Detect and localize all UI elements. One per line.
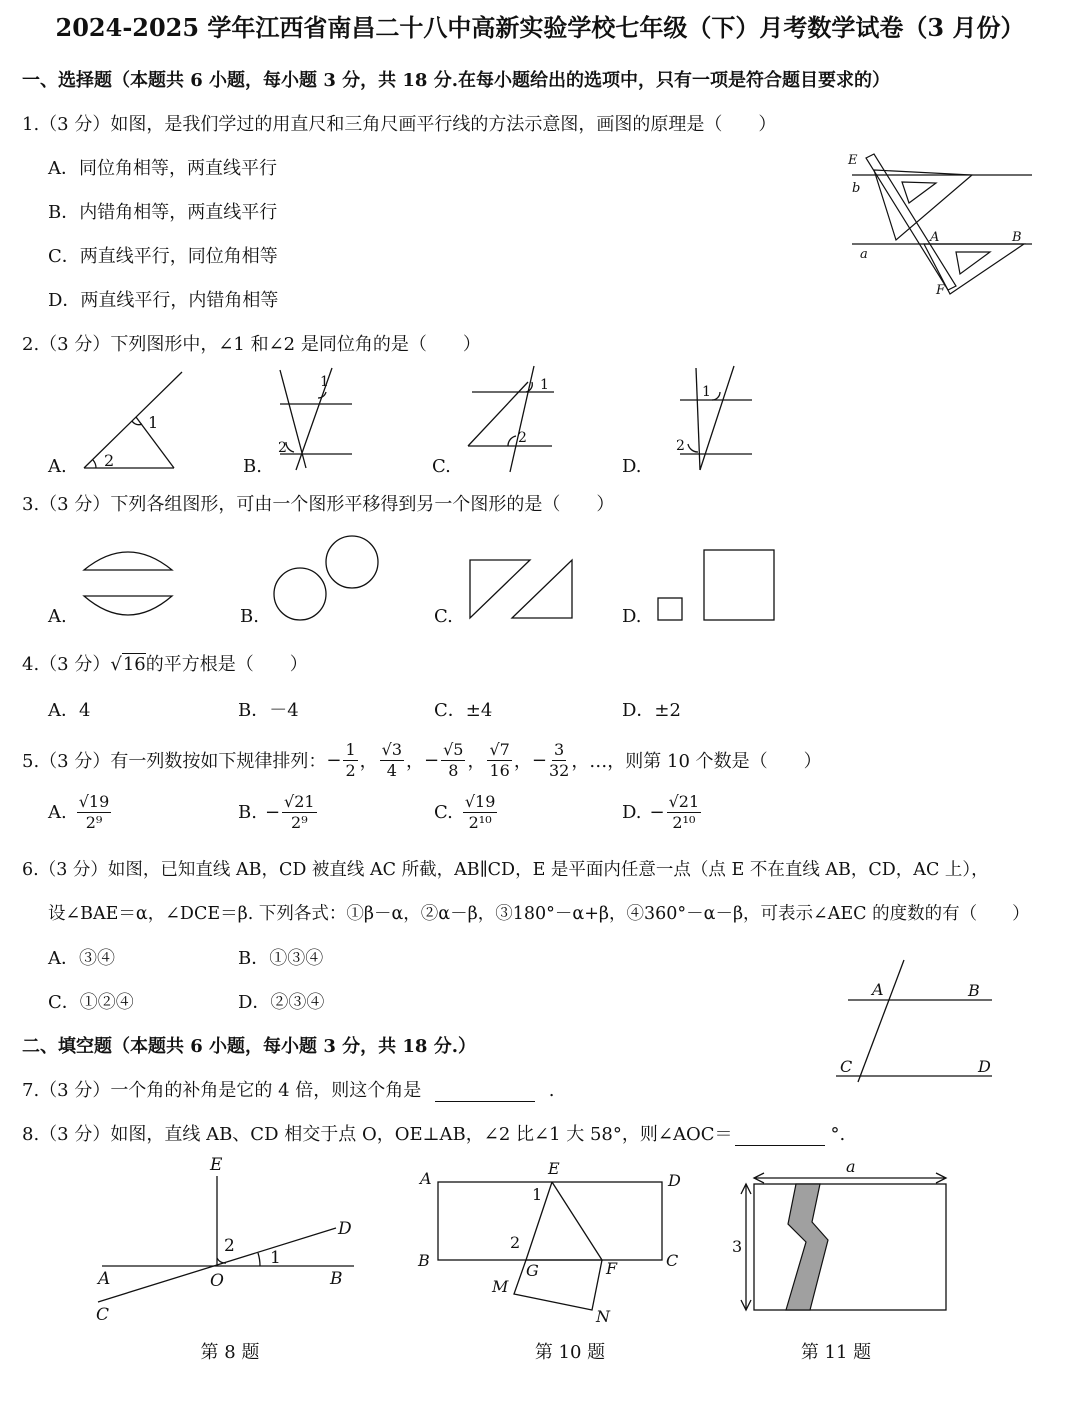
q3-figure-a[interactable]	[78, 540, 178, 624]
denominator: 2¹⁰	[672, 813, 696, 832]
numerator: √19	[464, 792, 496, 811]
q2-figure-d[interactable]	[672, 362, 762, 474]
svg-text:2: 2	[676, 438, 685, 454]
svg-text:C: C	[96, 1305, 110, 1325]
q6-figure	[830, 956, 1000, 1084]
svg-text:D: D	[668, 1171, 681, 1190]
figure-11-caption: 第 11 题	[800, 1342, 872, 1363]
q6-option-a[interactable]: A．③④	[48, 948, 115, 969]
figure-8	[90, 1150, 360, 1330]
svg-text:C: C	[666, 1251, 679, 1270]
svg-text:F: F	[606, 1259, 618, 1278]
label-A: A	[930, 230, 940, 245]
svg-text:2: 2	[224, 1236, 235, 1256]
q8-stem: 8.（3 分）如图，直线 AB、CD 相交于点 O，OE⊥AB，∠2 比∠1 大 58°，则∠AOC＝ °.	[22, 1124, 846, 1145]
q5-option-c[interactable]	[434, 794, 499, 831]
grey-path-strip	[786, 1184, 828, 1310]
svg-text:D: D	[978, 1057, 991, 1076]
q1-option-d[interactable]: D．两直线平行，内错角相等	[48, 290, 279, 311]
svg-text:2: 2	[278, 440, 287, 456]
svg-text:a: a	[846, 1157, 856, 1176]
q5-term	[485, 739, 513, 780]
numerator: 3	[554, 739, 565, 759]
q2-option-b-label[interactable]: B.	[243, 456, 262, 477]
svg-text:2: 2	[510, 1233, 521, 1252]
q6-line2: 设∠BAE＝α，∠DCE＝β. 下列各式：①β－α，②α－β，③180°－α+β，④360°－α－β，可表示∠AEC 的度数的有（ ）	[48, 904, 1030, 924]
svg-text:B: B	[418, 1251, 430, 1270]
sign: −	[649, 802, 665, 823]
figure-10	[410, 1154, 700, 1330]
fraction	[380, 739, 404, 780]
option-label: A.	[48, 802, 67, 823]
figure-11	[728, 1154, 958, 1320]
denominator: 2⁹	[85, 813, 103, 832]
svg-text:A: A	[98, 1269, 111, 1289]
svg-text:O: O	[210, 1271, 224, 1291]
fraction	[487, 739, 511, 780]
separator: ，	[406, 751, 425, 772]
q1-option-a[interactable]: A．同位角相等，两直线平行	[48, 158, 277, 179]
numerator: 1	[345, 739, 356, 759]
section-heading-choice: 一、选择题（本题共 6 小题，每小题 3 分，共 18 分.在每小题给出的选项中，只有一项是符合题目要求的）	[22, 70, 890, 91]
q1-figure	[840, 148, 1040, 300]
q2-option-c-label[interactable]: C.	[432, 456, 451, 477]
numerator: √21	[284, 792, 315, 811]
q6-line1: 6.（3 分）如图，已知直线 AB，CD 被直线 AC 所截，AB∥CD，E 是平面内任意一点（点 E 不在直线 AB，CD，AC 上），	[22, 860, 989, 880]
q2-option-a-label[interactable]: A.	[48, 456, 67, 477]
q5-stem: 5.（3 分）有一列数按如下规律排列： − $\frac{1}{2}$ ， $\frac{√3}{4}$ ， − $\frac{√5}{8}$ ， $\frac{√7}{16}$ ， − $\frac{3}{32}$ ，…，则第 10 个数是（ ）	[22, 739, 822, 780]
q3-option-c-label[interactable]: C.	[434, 606, 453, 627]
svg-text:1: 1	[532, 1185, 543, 1204]
triangle-upper-inner	[902, 182, 936, 203]
denominator: 16	[489, 760, 510, 780]
q4-option-d[interactable]: D．±2	[622, 700, 681, 721]
denominator: 2	[345, 760, 356, 780]
q4-option-a[interactable]: A．4	[48, 700, 91, 721]
q3-option-b-label[interactable]: B.	[240, 606, 259, 627]
q3-option-a-label[interactable]: A.	[48, 606, 67, 627]
section-heading-fill: 二、填空题（本题共 6 小题，每小题 3 分，共 18 分.）	[22, 1036, 476, 1057]
q6-option-c[interactable]: C．①②④	[48, 992, 134, 1013]
q2-stem: 2.（3 分）下列图形中，∠1 和∠2 是同位角的是（ ）	[22, 334, 481, 355]
q4-option-c[interactable]: C．±4	[434, 700, 493, 721]
svg-text:1: 1	[270, 1248, 281, 1268]
fraction	[441, 739, 465, 780]
q5-option-a[interactable]	[48, 794, 113, 831]
label-b: b	[852, 181, 861, 196]
q2-figure-c[interactable]	[462, 362, 562, 474]
q5-option-term	[75, 794, 114, 831]
svg-text:A: A	[872, 980, 884, 999]
denominator: 4	[386, 760, 397, 780]
svg-text:3: 3	[732, 1237, 743, 1256]
q3-figure-b[interactable]	[268, 530, 384, 626]
q5-option-term	[650, 794, 704, 831]
svg-text:2: 2	[518, 430, 527, 446]
q7-answer-blank[interactable]	[435, 1083, 535, 1102]
fraction	[282, 794, 317, 831]
fraction	[463, 794, 498, 831]
numerator: √7	[489, 739, 510, 759]
svg-text:E: E	[548, 1159, 560, 1178]
svg-text:1: 1	[540, 377, 549, 393]
q3-stem: 3.（3 分）下列各组图形，可由一个图形平移得到另一个图形的是（ ）	[22, 494, 615, 515]
label-E: E	[848, 153, 858, 168]
q6-option-d[interactable]: D．②③④	[238, 992, 325, 1013]
q3-option-d-label[interactable]: D.	[622, 606, 642, 627]
q5-term	[424, 739, 467, 780]
svg-text:B: B	[330, 1269, 343, 1289]
fraction	[667, 794, 702, 831]
svg-text:E: E	[210, 1155, 223, 1175]
q3-figure-c[interactable]	[466, 556, 578, 622]
q3-figure-d[interactable]	[654, 546, 780, 626]
page-title: 2024-2025 学年江西省南昌二十八中高新实验学校七年级（下）月考数学试卷（3 月份）	[55, 13, 1025, 42]
svg-text:M: M	[492, 1277, 509, 1296]
figure-8-caption: 第 8 题	[200, 1342, 260, 1363]
q7-stem: 7.（3 分）一个角的补角是它的 4 倍，则这个角是 .	[22, 1080, 555, 1101]
q5-option-term	[461, 794, 500, 831]
svg-text:G: G	[526, 1261, 539, 1280]
separator: ，	[359, 751, 378, 772]
q2-figure-b[interactable]	[272, 362, 362, 474]
sign: −	[531, 749, 547, 771]
label-a: a	[860, 247, 868, 262]
q6-option-b[interactable]: B．①③④	[238, 948, 324, 969]
q1-option-c[interactable]: C．两直线平行，同位角相等	[48, 246, 278, 267]
q8-answer-blank[interactable]	[735, 1127, 825, 1146]
svg-text:B: B	[968, 981, 980, 1000]
label-F: F	[936, 283, 946, 298]
denominator: 32	[548, 760, 570, 780]
q5-option-d[interactable]	[622, 794, 703, 831]
q4-radicand: 16	[122, 654, 146, 675]
q5-option-b[interactable]	[238, 794, 319, 831]
numerator: √19	[78, 792, 110, 811]
q2-option-d-label[interactable]: D.	[622, 456, 642, 477]
svg-text:N: N	[596, 1307, 610, 1326]
sign: −	[326, 749, 342, 771]
sign: −	[424, 749, 440, 771]
q1-option-b[interactable]: B．内错角相等，两直线平行	[48, 202, 278, 223]
svg-text:1: 1	[148, 413, 159, 432]
svg-text:1: 1	[320, 374, 329, 390]
sign: −	[264, 802, 281, 823]
fraction	[548, 739, 570, 780]
q5-term	[326, 739, 359, 780]
svg-text:A: A	[420, 1169, 432, 1188]
q5-sequence	[326, 739, 571, 780]
svg-text:D: D	[338, 1219, 352, 1239]
q2-figure-a[interactable]	[78, 366, 188, 474]
svg-text:C: C	[840, 1057, 853, 1076]
separator: ，	[467, 751, 486, 772]
q5-options	[48, 794, 748, 844]
q4-stem: 4.（3 分）√16的平方根是（ ）	[22, 654, 308, 675]
ruler	[866, 154, 956, 290]
q5-term	[378, 739, 406, 780]
numerator: √5	[443, 739, 464, 759]
option-label: C.	[434, 802, 453, 823]
q4-option-b[interactable]: B．－4	[238, 700, 299, 721]
fraction	[77, 794, 112, 831]
option-label: B.	[238, 802, 257, 823]
q1-stem: 1.（3 分）如图，是我们学过的用直尺和三角尺画平行线的方法示意图，画图的原理是（ ）	[22, 114, 777, 135]
fraction	[343, 739, 357, 780]
numerator: √21	[668, 792, 700, 811]
figure-10-caption: 第 10 题	[534, 1342, 606, 1363]
numerator: √3	[381, 739, 403, 759]
separator: ，	[513, 751, 532, 772]
svg-text:2: 2	[104, 451, 115, 470]
option-label: D.	[622, 802, 642, 823]
denominator: 2¹⁰	[468, 813, 492, 832]
denominator: 2⁹	[291, 813, 308, 832]
q5-term	[531, 739, 571, 780]
denominator: 8	[448, 760, 459, 780]
label-B: B	[1012, 230, 1022, 245]
svg-text:1: 1	[702, 384, 711, 400]
q5-option-term	[265, 794, 319, 831]
triangle-upper	[874, 170, 972, 240]
